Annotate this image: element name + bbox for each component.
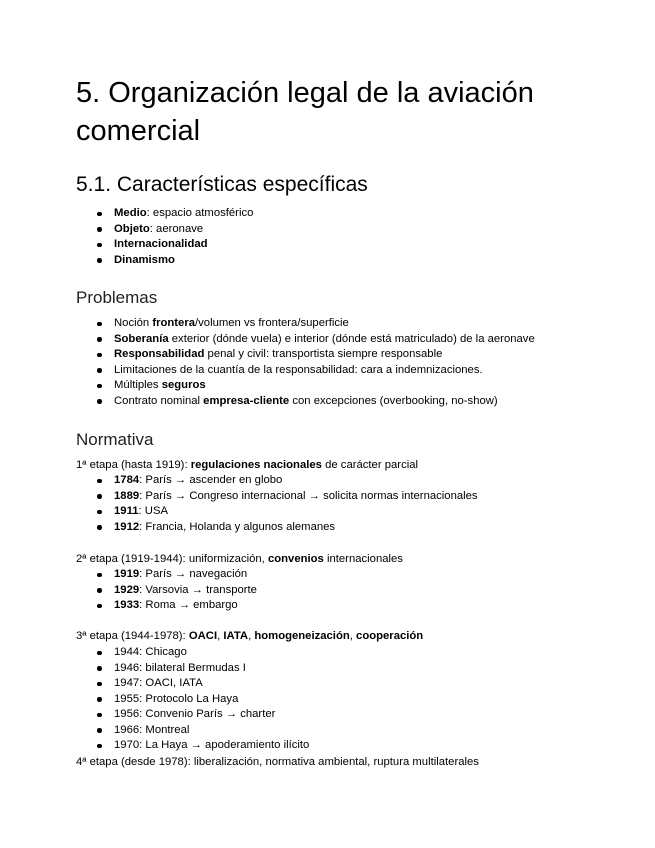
list-item: 1947: OACI, IATA <box>76 676 309 692</box>
etapa1-paragraph: 1ª etapa (hasta 1919): regulaciones nacionales de carácter parcial <box>76 459 419 471</box>
etapa3-paragraph: 3ª etapa (1944-1978): OACI, IATA, homogeneización, cooperación <box>76 630 424 642</box>
etapa2-list <box>76 567 257 614</box>
problemas-heading: Problemas <box>76 288 158 307</box>
list-item: 1944: Chicago <box>76 645 309 661</box>
list-item: 1929: Varsovia → transporte <box>76 583 257 599</box>
list-item: 1966: Montreal <box>76 723 309 739</box>
section-title: 5.1. Características específicas <box>76 173 368 196</box>
list-item: 1956: Convenio París → charter <box>76 707 309 723</box>
etapa1-list <box>76 473 478 535</box>
list-item: 1955: Protocolo La Haya <box>76 692 309 708</box>
list-item: Limitaciones de la cuantía de la responsabilidad: cara a indemnizaciones. <box>76 363 535 379</box>
list-item: Medio: espacio atmosférico <box>76 206 253 222</box>
list-item: Dinamismo <box>76 253 253 269</box>
list-item: 1946: bilateral Bermudas I <box>76 661 309 677</box>
list-item: 1933: Roma → embargo <box>76 598 257 614</box>
list-item: 1911: USA <box>76 504 478 520</box>
list-item: Internacionalidad <box>76 237 253 253</box>
list-item: Múltiples seguros <box>76 378 535 394</box>
list-item: Soberanía exterior (dónde vuela) e interior (dónde está matriculado) de la aeronave <box>76 332 535 348</box>
list-item: 1919: París → navegación <box>76 567 257 583</box>
page-title: 5. Organización legal de la aviación comercial <box>76 77 534 147</box>
etapa3-list <box>76 645 309 754</box>
normativa-heading: Normativa <box>76 430 154 449</box>
problemas-list <box>76 316 535 409</box>
list-item: Noción frontera/volumen vs frontera/superficie <box>76 316 535 332</box>
list-item: 1784: París → ascender en globo <box>76 473 478 489</box>
etapa2-paragraph: 2ª etapa (1919-1944): uniformización, convenios internacionales <box>76 553 403 565</box>
list-item: 1970: La Haya → apoderamiento ilícito <box>76 738 309 754</box>
list-item: Responsabilidad penal y civil: transportista siempre responsable <box>76 347 535 363</box>
list-item: Objeto: aeronave <box>76 222 253 238</box>
list-item: 1889: París → Congreso internacional → solicita normas internacionales <box>76 489 478 505</box>
etapa4-paragraph: 4ª etapa (desde 1978): liberalización, normativa ambiental, ruptura multilaterales <box>76 756 479 768</box>
list-item: 1912: Francia, Holanda y algunos alemanes <box>76 520 478 536</box>
list-item: Contrato nominal empresa-cliente con excepciones (overbooking, no-show) <box>76 394 535 410</box>
caracteristicas-list <box>76 206 253 268</box>
